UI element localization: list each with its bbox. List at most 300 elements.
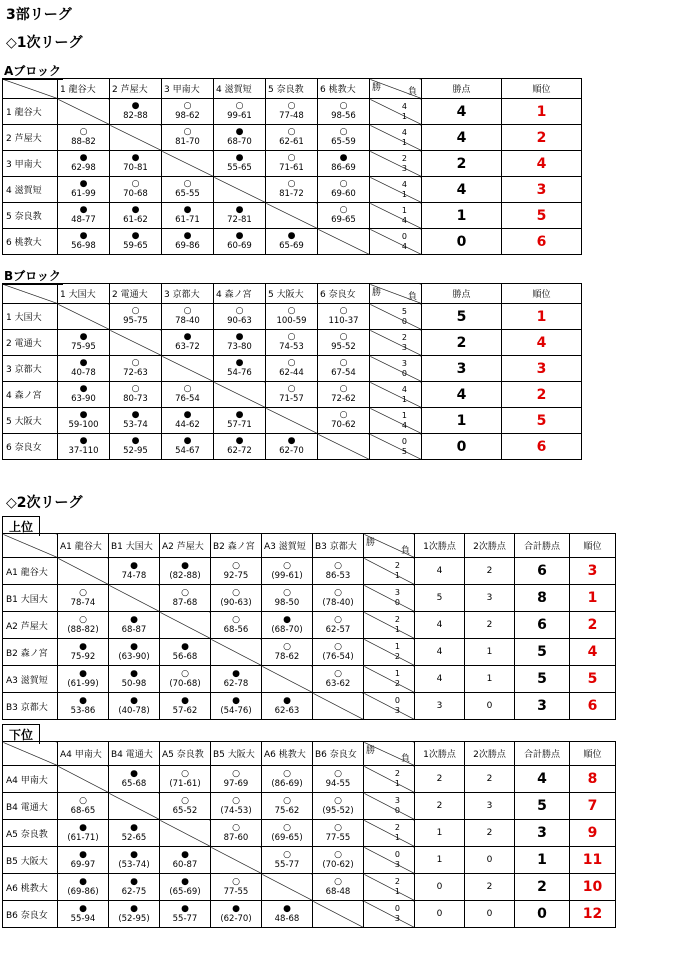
team-header: 6 桃教大 [318, 79, 370, 99]
match-score: 70-62 [331, 420, 356, 430]
match-score: 62-57 [325, 624, 351, 635]
second-round-points: 2 [465, 558, 515, 585]
win-mark: ○ [283, 795, 291, 806]
loss-mark: ● [131, 153, 140, 163]
wins: 2 [394, 615, 400, 624]
rank-cell: 2 [570, 612, 616, 639]
match-score: 61-71 [175, 215, 200, 225]
points-cell: 4 [422, 382, 502, 408]
win-mark: ○ [339, 358, 348, 368]
row-team-name: B3 京都大 [3, 693, 58, 720]
block-b-label: Bブロック [4, 269, 61, 283]
win-mark: ○ [287, 306, 296, 316]
win-mark: ○ [339, 127, 348, 137]
team-header: A2 芦屋大 [160, 534, 211, 558]
wins: 4 [401, 384, 407, 394]
column-header: 順位 [502, 79, 582, 99]
match-cell [110, 382, 162, 408]
win-mark: ○ [334, 668, 342, 679]
self-match-cell [160, 612, 211, 639]
losses: 4 [401, 241, 407, 251]
win-loss-cell [370, 330, 422, 356]
loss-mark: ● [232, 668, 240, 679]
match-score: (71-61) [169, 778, 201, 789]
team-header: A6 桃教大 [262, 742, 313, 766]
rank-cell: 1 [502, 304, 582, 330]
total-points-cell: 3 [515, 693, 570, 720]
match-cell [313, 847, 364, 874]
rank-cell: 4 [502, 151, 582, 177]
team-header: 2 電通大 [110, 284, 162, 304]
first-round-heading: ◇1次リーグ [6, 35, 83, 51]
first-round-points: 3 [415, 693, 465, 720]
match-cell [318, 408, 370, 434]
match-cell [58, 177, 110, 203]
wins: 0 [394, 904, 400, 913]
points-cell: 4 [422, 177, 502, 203]
rank-cell: 6 [502, 434, 582, 460]
header-row [3, 284, 582, 304]
match-score: 78-40 [175, 316, 200, 326]
win-mark: ○ [232, 560, 240, 571]
loss-mark: ● [79, 436, 88, 446]
row-team-name: 5 大阪大 [3, 408, 58, 434]
self-match-cell [160, 820, 211, 847]
match-cell [211, 901, 262, 928]
wins: 2 [401, 153, 407, 163]
match-score: 87-68 [172, 597, 198, 608]
match-score: 98-56 [331, 111, 356, 121]
match-score: 68-65 [70, 805, 96, 816]
match-cell [58, 382, 110, 408]
second-round-points: 2 [465, 874, 515, 901]
wins: 2 [394, 877, 400, 886]
table-row [3, 793, 616, 820]
match-score: 87-60 [223, 832, 249, 843]
match-cell [58, 874, 109, 901]
rank-cell: 1 [570, 585, 616, 612]
match-score: (99-61) [271, 570, 303, 581]
second-round-points: 2 [465, 820, 515, 847]
total-points-cell: 8 [515, 585, 570, 612]
match-cell [313, 585, 364, 612]
match-score: 55-77 [274, 859, 300, 870]
loss-mark: ● [79, 903, 87, 914]
points-cell: 1 [422, 203, 502, 229]
first-round-points: 2 [415, 793, 465, 820]
win-mark: ○ [183, 179, 192, 189]
loss-mark: ● [339, 153, 348, 163]
rank-cell: 9 [570, 820, 616, 847]
self-match-cell [58, 766, 109, 793]
loss-mark: ● [130, 641, 138, 652]
rank-cell: 4 [570, 639, 616, 666]
loss-mark: ● [130, 560, 138, 571]
wins: 1 [401, 410, 407, 420]
match-cell [110, 151, 162, 177]
match-cell [58, 585, 109, 612]
match-cell [58, 847, 109, 874]
table-row [3, 203, 582, 229]
total-points-cell: 6 [515, 558, 570, 585]
match-score: (88-82) [67, 624, 99, 635]
win-mark: ○ [334, 876, 342, 887]
table-row [3, 820, 616, 847]
match-cell [58, 612, 109, 639]
self-match-cell [214, 177, 266, 203]
losses: 1 [394, 779, 400, 788]
loss-mark: ● [79, 332, 88, 342]
match-cell [214, 203, 266, 229]
match-score: 62-75 [121, 886, 147, 897]
match-cell [266, 99, 318, 125]
win-mark: ○ [334, 560, 342, 571]
rank-cell: 4 [502, 330, 582, 356]
match-score: 59-100 [68, 420, 99, 430]
match-score: 68-70 [227, 137, 252, 147]
column-header: 順位 [502, 284, 582, 304]
match-score: 72-62 [331, 394, 356, 404]
match-score: (69-86) [67, 886, 99, 897]
match-cell [211, 793, 262, 820]
match-score: 69-97 [70, 859, 96, 870]
match-score: (90-63) [220, 597, 252, 608]
win-mark: ○ [287, 153, 296, 163]
second-round-points: 3 [465, 585, 515, 612]
block-b-table [2, 283, 582, 460]
loss-mark: ● [131, 436, 140, 446]
match-cell [266, 177, 318, 203]
match-score: 69-60 [331, 189, 356, 199]
match-cell [58, 330, 110, 356]
win-mark: ○ [232, 876, 240, 887]
column-header: 1次勝点 [415, 742, 465, 766]
row-team-name: 1 龍谷大 [3, 99, 58, 125]
match-cell [214, 408, 266, 434]
match-score: 97-69 [223, 778, 249, 789]
match-score: 57-62 [172, 705, 198, 716]
match-score: 63-72 [175, 342, 200, 352]
match-cell [58, 693, 109, 720]
match-score: 68-56 [223, 624, 249, 635]
match-score: 72-81 [227, 215, 252, 225]
row-team-name: A3 滋賀短 [3, 666, 58, 693]
loss-mark: ● [183, 205, 192, 215]
self-match-cell [313, 901, 364, 928]
corner-cell [3, 742, 58, 766]
wins: 0 [401, 231, 407, 241]
match-score: 71-57 [279, 394, 304, 404]
match-score: 65-55 [175, 189, 200, 199]
loss-mark: ● [79, 358, 88, 368]
match-score: 75-62 [274, 805, 300, 816]
match-score: 100-59 [276, 316, 307, 326]
loss-mark: ● [79, 384, 88, 394]
rank-cell: 5 [502, 408, 582, 434]
win-mark: ○ [287, 127, 296, 137]
total-points-cell: 6 [515, 612, 570, 639]
loss-label: 負 [407, 87, 417, 97]
page-title: 3部リーグ [6, 7, 72, 23]
match-cell [211, 820, 262, 847]
match-cell [160, 639, 211, 666]
match-score: 56-68 [172, 651, 198, 662]
table-row [3, 304, 582, 330]
match-score: 55-77 [172, 913, 198, 924]
match-cell [262, 793, 313, 820]
win-loss-cell [370, 203, 422, 229]
win-loss-header [370, 284, 422, 304]
win-mark: ○ [283, 560, 291, 571]
points-cell: 3 [422, 356, 502, 382]
loss-mark: ● [183, 410, 192, 420]
self-match-cell [211, 847, 262, 874]
win-loss-header [364, 534, 415, 558]
loss-mark: ● [181, 641, 189, 652]
match-cell [313, 874, 364, 901]
match-score: 90-63 [227, 316, 252, 326]
win-mark: ○ [131, 306, 140, 316]
match-score: 52-65 [121, 832, 147, 843]
win-mark: ○ [183, 127, 192, 137]
match-cell [214, 356, 266, 382]
team-header: B6 奈良女 [313, 742, 364, 766]
team-header: 2 芦屋大 [110, 79, 162, 99]
self-match-cell [109, 585, 160, 612]
win-loss-cell [364, 820, 415, 847]
match-cell [160, 901, 211, 928]
wins: 2 [394, 561, 400, 570]
win-mark: ○ [181, 795, 189, 806]
win-loss-cell [370, 408, 422, 434]
match-cell [318, 356, 370, 382]
win-mark: ○ [235, 101, 244, 111]
match-cell [58, 639, 109, 666]
match-score: 69-65 [331, 215, 356, 225]
loss-mark: ● [183, 231, 192, 241]
match-score: 70-68 [123, 189, 148, 199]
match-score: 63-90 [71, 394, 96, 404]
win-mark: ○ [339, 384, 348, 394]
loss-mark: ● [131, 231, 140, 241]
win-loss-cell [364, 766, 415, 793]
loss-mark: ● [79, 205, 88, 215]
loss-mark: ● [235, 127, 244, 137]
loss-mark: ● [79, 668, 87, 679]
match-score: 62-98 [71, 163, 96, 173]
match-score: 68-87 [121, 624, 147, 635]
table-row [3, 125, 582, 151]
match-cell [162, 304, 214, 330]
table-row [3, 612, 616, 639]
loss-mark: ● [183, 332, 192, 342]
match-cell [318, 304, 370, 330]
match-score: (53-74) [118, 859, 150, 870]
loss-mark: ● [79, 231, 88, 241]
match-score: 65-59 [331, 137, 356, 147]
wins: 0 [394, 850, 400, 859]
column-header: 2次勝点 [465, 742, 515, 766]
team-header: B4 電通大 [109, 742, 160, 766]
table-row [3, 558, 616, 585]
self-match-cell [262, 874, 313, 901]
loss-mark: ● [232, 695, 240, 706]
points-cell: 4 [422, 125, 502, 151]
match-cell [214, 229, 266, 255]
row-team-name: 3 甲南大 [3, 151, 58, 177]
second-round-points: 0 [465, 901, 515, 928]
win-mark: ○ [183, 306, 192, 316]
loss-mark: ● [131, 101, 140, 111]
rank-cell: 2 [502, 125, 582, 151]
match-cell [266, 304, 318, 330]
team-header: 4 森ノ宮 [214, 284, 266, 304]
second-round-points: 3 [465, 793, 515, 820]
match-score: (86-69) [271, 778, 303, 789]
lower-group-table [2, 741, 616, 928]
match-cell [318, 151, 370, 177]
rank-cell: 1 [502, 99, 582, 125]
win-loss-cell [364, 693, 415, 720]
rank-cell: 12 [570, 901, 616, 928]
match-score: (70-62) [322, 859, 354, 870]
wins: 3 [401, 358, 407, 368]
match-score: 37-110 [68, 446, 99, 456]
match-score: 98-62 [175, 111, 200, 121]
match-score: (61-71) [67, 832, 99, 843]
match-cell [162, 99, 214, 125]
win-loss-cell [364, 639, 415, 666]
loss-label: 負 [400, 546, 410, 556]
match-score: (76-54) [322, 651, 354, 662]
loss-mark: ● [130, 668, 138, 679]
loss-mark: ● [283, 614, 291, 625]
match-cell [262, 847, 313, 874]
first-round-points: 0 [415, 874, 465, 901]
match-cell [211, 585, 262, 612]
column-header: 1次勝点 [415, 534, 465, 558]
win-label: 勝 [366, 538, 376, 548]
match-cell [313, 820, 364, 847]
rank-cell: 2 [502, 382, 582, 408]
match-cell [58, 820, 109, 847]
team-header: 1 龍谷大 [58, 79, 110, 99]
wins: 3 [394, 796, 400, 805]
team-header: 5 大阪大 [266, 284, 318, 304]
total-points-cell: 5 [515, 793, 570, 820]
row-team-name: 2 芦屋大 [3, 125, 58, 151]
wins: 1 [401, 205, 407, 215]
match-cell [109, 847, 160, 874]
win-mark: ○ [334, 587, 342, 598]
match-cell [162, 408, 214, 434]
match-cell [262, 585, 313, 612]
match-score: (40-78) [118, 705, 150, 716]
rank-cell: 5 [570, 666, 616, 693]
match-cell [110, 99, 162, 125]
corner-cell [3, 79, 58, 99]
match-cell [58, 356, 110, 382]
match-cell [266, 382, 318, 408]
team-header: 6 奈良女 [318, 284, 370, 304]
loss-mark: ● [130, 903, 138, 914]
self-match-cell [58, 99, 110, 125]
match-cell [110, 356, 162, 382]
match-cell [58, 666, 109, 693]
match-score: 94-55 [325, 778, 351, 789]
win-loss-cell [364, 558, 415, 585]
team-header: 3 京都大 [162, 284, 214, 304]
team-header: A5 奈良教 [160, 742, 211, 766]
match-score: 54-76 [227, 368, 252, 378]
loss-mark: ● [131, 205, 140, 215]
self-match-cell [58, 558, 109, 585]
win-loss-cell [364, 612, 415, 639]
team-header: A4 甲南大 [58, 742, 109, 766]
loss-mark: ● [183, 436, 192, 446]
row-team-name: A1 龍谷大 [3, 558, 58, 585]
upper-group-table [2, 533, 616, 720]
match-cell [211, 612, 262, 639]
row-team-name: A5 奈良教 [3, 820, 58, 847]
losses: 3 [401, 342, 407, 352]
match-score: 62-63 [274, 705, 300, 716]
match-cell [109, 558, 160, 585]
win-loss-header [364, 742, 415, 766]
losses: 3 [394, 914, 400, 923]
points-cell: 2 [422, 330, 502, 356]
second-round-points: 2 [465, 766, 515, 793]
win-mark: ○ [181, 768, 189, 779]
win-label: 勝 [372, 83, 382, 93]
table-row [3, 434, 582, 460]
match-cell [110, 203, 162, 229]
match-cell [266, 356, 318, 382]
win-mark: ○ [283, 768, 291, 779]
win-loss-cell [370, 356, 422, 382]
column-header: 順位 [570, 742, 616, 766]
row-team-name: B1 大国大 [3, 585, 58, 612]
match-cell [211, 666, 262, 693]
losses: 3 [394, 860, 400, 869]
losses: 4 [401, 215, 407, 225]
table-row [3, 693, 616, 720]
header-row [3, 79, 582, 99]
losses: 4 [401, 420, 407, 430]
win-mark: ○ [283, 849, 291, 860]
loss-mark: ● [79, 695, 87, 706]
win-mark: ○ [339, 205, 348, 215]
win-mark: ○ [339, 306, 348, 316]
first-round-points: 4 [415, 612, 465, 639]
match-cell [211, 558, 262, 585]
first-round-points: 5 [415, 585, 465, 612]
match-cell [58, 434, 110, 460]
team-header: B2 森ノ宮 [211, 534, 262, 558]
match-cell [214, 151, 266, 177]
match-cell [109, 666, 160, 693]
row-team-name: A6 桃教大 [3, 874, 58, 901]
match-cell [262, 820, 313, 847]
total-points-cell: 5 [515, 666, 570, 693]
match-cell [58, 901, 109, 928]
rank-cell: 6 [502, 229, 582, 255]
match-cell [318, 177, 370, 203]
losses: 1 [401, 394, 407, 404]
match-cell [110, 434, 162, 460]
loss-mark: ● [181, 560, 189, 571]
match-score: (74-53) [220, 805, 252, 816]
